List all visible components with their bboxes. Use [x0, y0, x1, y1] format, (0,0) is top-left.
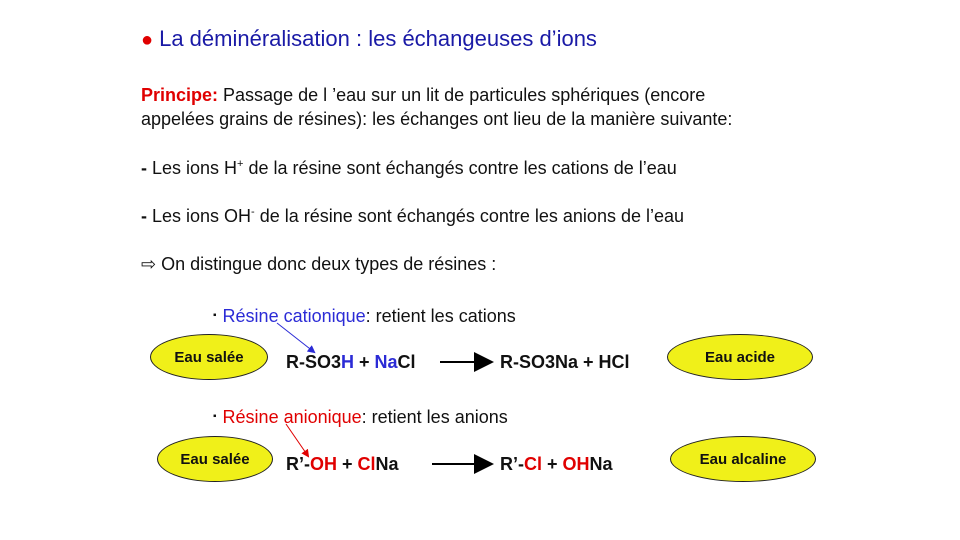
cationique-name: Résine cationique — [222, 306, 366, 326]
eq-ar-a: R’- — [500, 454, 524, 474]
principe-label: Principe: — [141, 85, 219, 105]
principe-line-2: appelées grains de résines): les échanges ont lieu de la manière suivante: — [141, 109, 733, 129]
eq-ar-b: Cl — [524, 454, 542, 474]
square-bullet-icon: ▪ — [213, 310, 217, 321]
eq-c-e: Cl — [397, 352, 416, 372]
oh-pre: Les ions OH — [152, 206, 252, 226]
eq-c-a: R-SO3 — [286, 352, 342, 372]
title-text: La déminéralisation : les échangeuses d’ions — [159, 26, 597, 51]
distingue-text: On distingue donc deux types de résines : — [156, 254, 497, 274]
eq-a-d: Cl — [357, 454, 376, 474]
h-post: de la résine sont échangés contre les cations de l’eau — [243, 158, 677, 178]
h-pre: Les ions H — [152, 158, 238, 178]
eq-a-e: Na — [375, 454, 399, 474]
anionique-desc: : retient les anions — [361, 407, 508, 427]
anionique-name: Résine anionique — [222, 407, 362, 427]
oh-sup: - — [251, 206, 255, 218]
pointer-arrow-cationique — [277, 323, 314, 352]
eq-ar-e: Na — [589, 454, 613, 474]
oh-post: de la résine sont échangés contre les anions de l’eau — [254, 206, 685, 226]
eq-c-c: + — [354, 352, 375, 372]
pointer-arrow-anionique — [286, 424, 308, 456]
eq-ar-c: + — [542, 454, 563, 474]
cationique-desc: : retient les cations — [365, 306, 516, 326]
bullet-icon: ● — [141, 29, 154, 51]
dash-oh: - — [141, 206, 152, 226]
eau-alcaline-ellipse: Eau alcaline — [670, 436, 816, 482]
eq-c-d: Na — [374, 352, 398, 372]
eau-salee-ellipse-1: Eau salée — [150, 334, 268, 380]
cationique-eq-right: R-SO3Na + HCl — [500, 352, 630, 372]
eq-a-a: R’- — [286, 454, 310, 474]
eq-a-b: OH — [310, 454, 337, 474]
eau-salee-ellipse-2: Eau salée — [157, 436, 273, 482]
eau-acide-ellipse: Eau acide — [667, 334, 813, 380]
square-bullet-icon: ▪ — [213, 411, 217, 422]
eq-a-c: + — [337, 454, 358, 474]
arrow-right-icon: ⇨ — [141, 254, 157, 274]
eq-c-b: H — [341, 352, 355, 372]
eq-ar-d: OH — [562, 454, 590, 474]
dash-h: - — [141, 158, 152, 178]
principe-text-1: Passage de l ’eau sur un lit de particules sphériques (encore — [218, 85, 706, 105]
h-sup: + — [237, 158, 244, 170]
